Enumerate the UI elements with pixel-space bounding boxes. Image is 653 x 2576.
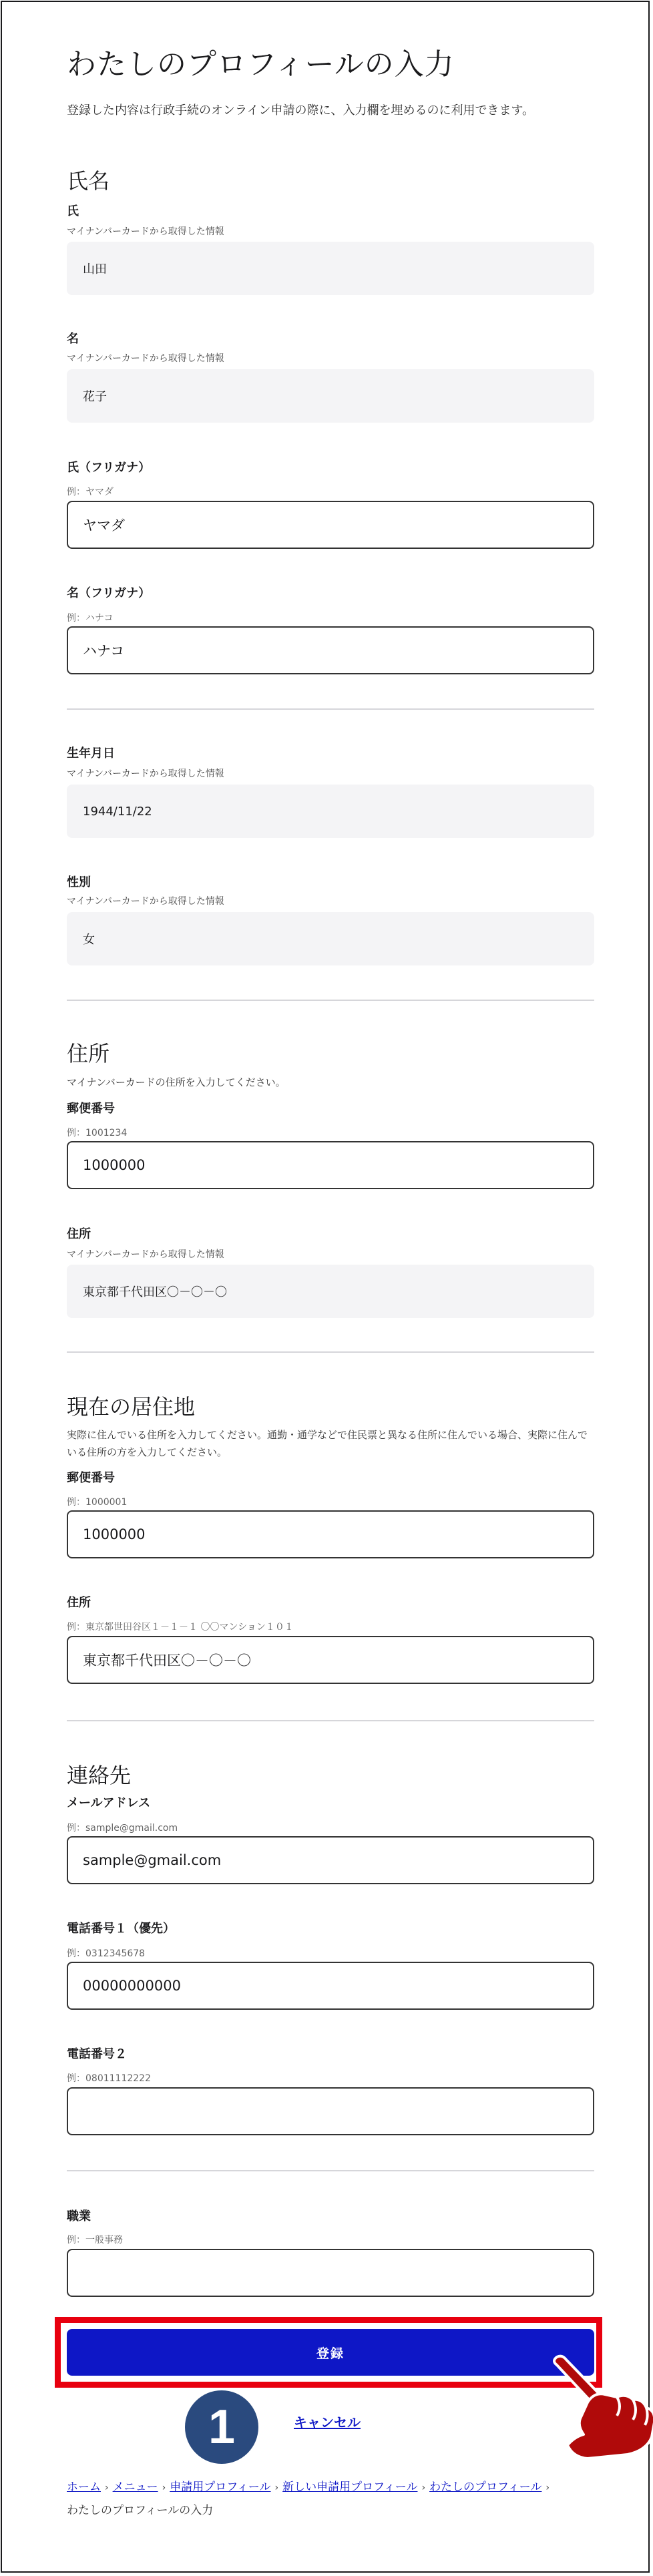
section-divider — [67, 1000, 594, 1001]
submit-button[interactable]: 登録 — [67, 2329, 594, 2376]
gender-value: 女 — [67, 912, 594, 965]
first-name-label: 名 — [67, 332, 79, 346]
page-title: わたしのプロフィールの入力 — [67, 47, 455, 81]
address-note: マイナンバーカードから取得した情報 — [67, 1249, 224, 1260]
phone2-label: 電話番号２ — [67, 2047, 127, 2061]
step-badge: 1 — [185, 2390, 258, 2464]
residence-address-input[interactable]: 東京都千代田区〇－〇－〇 — [67, 1636, 594, 1684]
postal-code-example: 例：1001234 — [67, 1128, 128, 1138]
section-title-name: 氏名 — [67, 168, 110, 194]
breadcrumb — [67, 2476, 601, 2522]
breadcrumb-new-application-profile[interactable]: 新しい申請用プロフィール — [282, 2481, 418, 2494]
residence-postal-example: 例：1000001 — [67, 1497, 128, 1508]
last-kana-example: 例：ヤマダ — [67, 487, 114, 497]
breadcrumb-current: わたしのプロフィールの入力 — [67, 2504, 214, 2517]
postal-code-input[interactable]: 1000000 — [67, 1141, 594, 1189]
last-name-note: マイナンバーカードから取得した情報 — [67, 226, 224, 237]
email-input[interactable]: sample@gmail.com — [67, 1836, 594, 1884]
section-title-contact: 連絡先 — [67, 1763, 132, 1788]
breadcrumb-separator-icon: › — [105, 2483, 109, 2493]
gender-note: マイナンバーカードから取得した情報 — [67, 896, 224, 907]
cancel-link[interactable]: キャンセル — [294, 2414, 361, 2430]
breadcrumb-my-profile[interactable]: わたしのプロフィール — [429, 2481, 542, 2494]
section-title-address: 住所 — [67, 1041, 110, 1066]
section-title-residence: 現在の居住地 — [67, 1394, 196, 1420]
breadcrumb-menu[interactable]: メニュー — [112, 2481, 158, 2494]
section-divider — [67, 1351, 594, 1353]
page-intro: 登録した内容は行政手続のオンライン申請の際に、入力欄を埋めるのに利用できます。 — [67, 103, 535, 118]
birthdate-label: 生年月日 — [67, 746, 115, 761]
job-example: 例：一般事務 — [67, 2235, 123, 2245]
birthdate-value: 1944/11/22 — [67, 785, 594, 838]
first-kana-example: 例：ハナコ — [67, 613, 114, 624]
section-divider — [67, 708, 594, 710]
residence-postal-input[interactable]: 1000000 — [67, 1510, 594, 1558]
breadcrumb-separator-icon: › — [274, 2483, 279, 2493]
last-kana-label: 氏（フリガナ） — [67, 461, 151, 475]
phone2-example: 例：08011112222 — [67, 2073, 151, 2084]
phone1-example: 例：0312345678 — [67, 1948, 146, 1959]
breadcrumb-application-profile[interactable]: 申請用プロフィール — [170, 2481, 271, 2494]
residence-address-label: 住所 — [67, 1596, 91, 1610]
phone1-input[interactable]: 00000000000 — [67, 1962, 594, 2010]
breadcrumb-separator-icon: › — [546, 2483, 550, 2493]
address-description: マイナンバーカードの住所を入力してください。 — [67, 1076, 286, 1088]
residence-description: 実際に住んでいる住所を入力してください。通勤・通学などで住民票と異なる住所に住んでいる場合、実際に住んでいる住所の方を入力してください。 — [67, 1429, 588, 1458]
breadcrumb-separator-icon: › — [162, 2483, 166, 2493]
email-label: メールアドレス — [67, 1796, 151, 1810]
breadcrumb-home[interactable]: ホーム — [67, 2481, 101, 2494]
breadcrumb-separator-icon: › — [421, 2483, 426, 2493]
first-kana-label: 名（フリガナ） — [67, 586, 151, 600]
first-kana-input[interactable]: ハナコ — [67, 626, 594, 674]
address-label: 住所 — [67, 1227, 91, 1241]
gender-label: 性別 — [67, 875, 91, 889]
section-divider — [67, 2170, 594, 2171]
birthdate-note: マイナンバーカードから取得した情報 — [67, 769, 224, 779]
last-kana-input[interactable]: ヤマダ — [67, 501, 594, 549]
section-divider — [67, 1720, 594, 1721]
first-name-value: 花子 — [67, 369, 594, 423]
residence-postal-label: 郵便番号 — [67, 1471, 115, 1485]
email-example: 例：sample@gmail.com — [67, 1823, 178, 1834]
pointing-hand-icon — [548, 2350, 653, 2464]
address-value: 東京都千代田区〇－〇－〇 — [67, 1265, 594, 1318]
job-label: 職業 — [67, 2209, 91, 2223]
postal-code-label: 郵便番号 — [67, 1102, 115, 1116]
phone2-input[interactable] — [67, 2087, 594, 2135]
job-input[interactable] — [67, 2249, 594, 2297]
first-name-note: マイナンバーカードから取得した情報 — [67, 353, 224, 364]
phone1-label: 電話番号１（優先） — [67, 1922, 175, 1936]
residence-address-example: 例：東京都世田谷区１－１－１ 〇〇マンション１０１ — [67, 1622, 294, 1633]
last-name-label: 氏 — [67, 204, 79, 218]
last-name-value: 山田 — [67, 242, 594, 295]
